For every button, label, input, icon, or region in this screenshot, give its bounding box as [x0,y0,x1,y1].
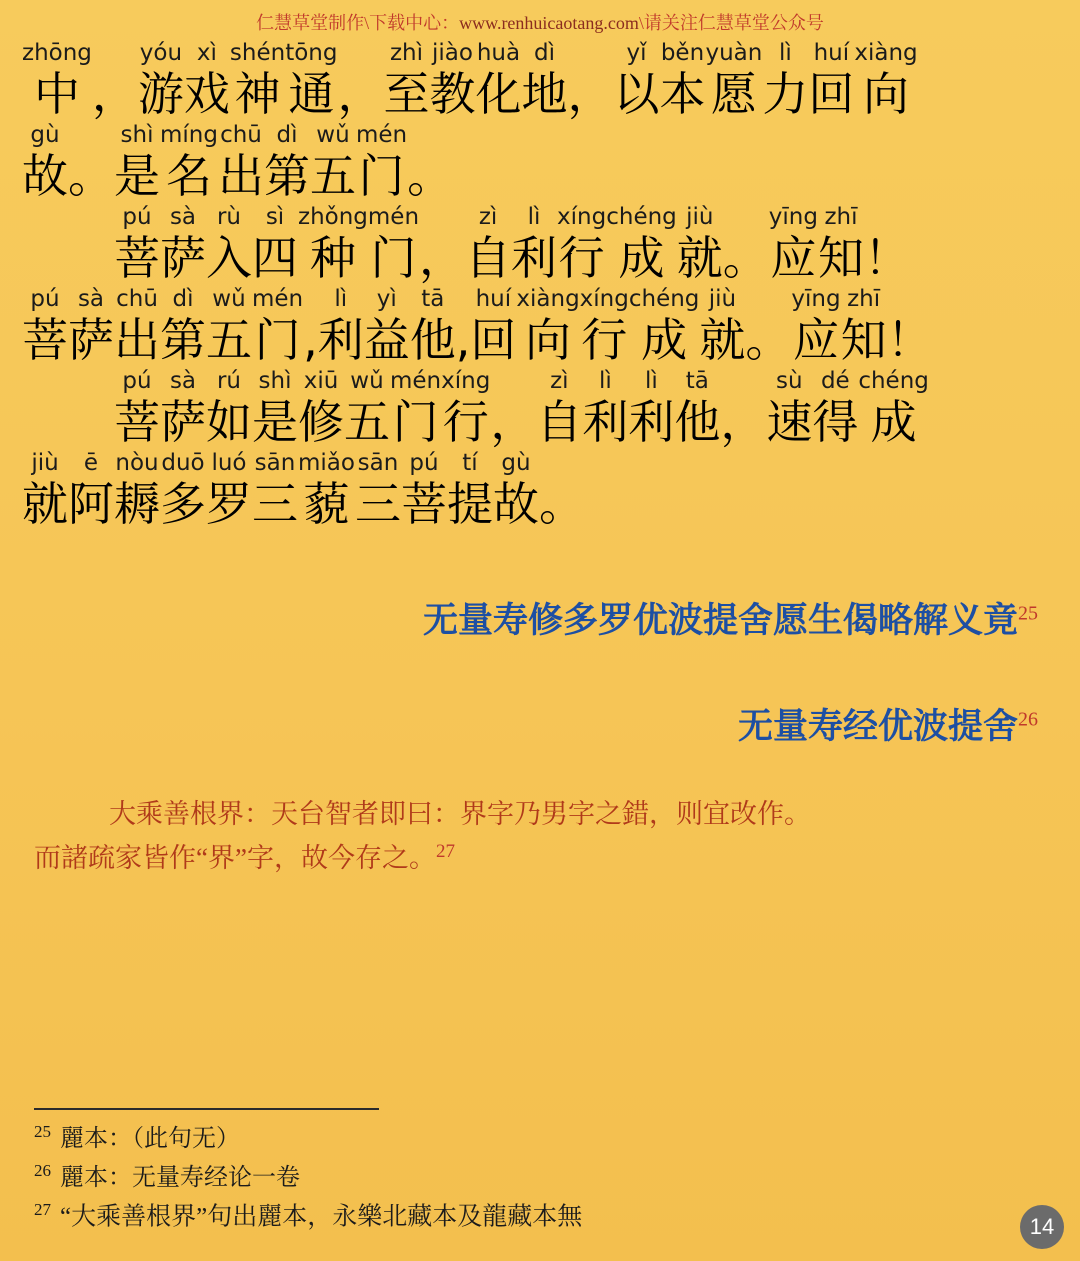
sutra-char-cell [490,367,536,449]
pinyin-text: shén [229,40,286,66]
hanzi-text: 回 [808,67,855,121]
sutra-char-cell [337,39,383,121]
pinyin-text: nòu [115,450,159,476]
pinyin-text: běn [660,40,705,66]
pinyin-text: yóu [139,40,183,66]
hanzi-text: 速 [766,395,813,449]
pinyin-text: xì [196,40,217,66]
hanzi-text: 本 [659,67,706,121]
hanzi-text: ， [419,231,466,285]
pinyin-text: wǔ [212,286,246,312]
sutra-line [14,449,1066,531]
sutra-char-cell [285,39,337,121]
hanzi-text: 萨 [68,313,114,367]
hanzi-text: 至 [383,67,430,121]
hanzi-text: 知 [840,313,887,367]
hanzi-text: 行 [558,231,605,285]
sutra-char-cell [383,39,429,121]
sutra-char-cell [160,367,206,449]
sutra-char-cell [298,203,368,285]
sutra-char-cell [557,203,606,285]
pinyin-text: yīng [791,286,841,312]
sutra-char-cell [475,39,521,121]
pinyin-text: sān [254,450,296,476]
hanzi-text: 三 [252,477,298,531]
sutra-char-cell [864,203,910,285]
pinyin-text: yǐ [626,40,647,66]
sutra-char-cell [854,39,917,121]
hanzi-text: 利 [511,231,558,285]
hanzi-text: 成 [870,395,917,449]
pinyin-text: jiù [31,450,59,476]
hanzi-text: 出 [114,313,160,367]
sutra-char-cell [230,39,285,121]
sutra-char-cell [841,285,887,367]
hanzi-text: 益 [363,313,410,367]
hanzi-text: ！ [886,313,933,367]
hanzi-text: 通 [288,67,335,121]
hanzi-text: 利 [582,395,629,449]
sutra-char-cell [447,449,493,531]
pinyin-text: zhǒng [298,204,368,230]
pinyin-text: dì [276,122,298,148]
sutra-char-cell [493,449,539,531]
hanzi-text: 。 [538,477,585,531]
sutra-char-cell [160,121,218,203]
hanzi-text: 修 [298,395,344,449]
hanzi-text: 地 [521,67,568,121]
hanzi-text: 行 [581,313,628,367]
sutra-char-cell [567,39,613,121]
sutra-char-cell [582,367,628,449]
hanzi-text: 是 [114,149,160,203]
sutra-line [14,203,1066,285]
sutra-char-cell [812,367,858,449]
sutra-char-cell [184,39,230,121]
hanzi-text: 行 [442,395,489,449]
pinyin-text: sān [357,450,399,476]
sutra-char-cell [419,203,465,285]
header-url: www.renhuicaotang.com [459,13,639,33]
hanzi-text: 他 [674,395,721,449]
sutra-char-cell [762,39,808,121]
hanzi-text: 就 [699,313,746,367]
sutra-char-cell [429,39,475,121]
hanzi-text: 四 [252,231,298,285]
hanzi-text: 第 [160,313,206,367]
sutra-char-cell [22,39,92,121]
footnote-divider [34,1108,379,1110]
sutra-char-cell [766,367,812,449]
sutra-char-cell [68,449,114,531]
sutra-char-cell [720,367,766,449]
page-header [0,0,1080,35]
sutra-char-cell [206,285,252,367]
sutra-char-cell [410,285,456,367]
sutra-line [14,39,1066,121]
sutra-char-cell [723,203,769,285]
hanzi-text: 萨 [160,395,206,449]
sutra-char-cell [160,285,206,367]
sutra-char-cell [390,367,441,449]
sutra-char-cell [160,449,206,531]
pinyin-text: wǔ [316,122,350,148]
sutra-char-cell [580,285,629,367]
hanzi-text: 知 [817,231,864,285]
sutra-body [0,35,1080,531]
sutra-char-cell [613,39,659,121]
sutra-char-cell [699,285,745,367]
pinyin-text: xíng [579,286,629,312]
footnote-item [34,1119,1034,1158]
footnote-text: 麗本：无量寿经论一卷 [60,1164,300,1191]
hanzi-text: 入 [206,231,252,285]
sutra-char-cell [298,367,344,449]
pinyin-text: pú [409,450,439,476]
sutra-char-cell [364,285,410,367]
hanzi-text: 阿 [68,477,114,531]
hanzi-text: 门 [370,231,417,285]
footnote-marker-25: 25 [1018,602,1038,625]
sutra-char-cell [206,367,252,449]
sutra-char-cell [536,367,582,449]
pinyin-text: luó [211,450,247,476]
hanzi-text: ， [490,395,537,449]
blue-title-1 [0,593,1080,643]
hanzi-text: 游 [137,67,184,121]
hanzi-text: 种 [309,231,356,285]
pinyin-text: zhī [824,204,858,230]
hanzi-text: 藐 [303,477,350,531]
commentary-line-2-text: 而諸疏家皆作“界”字，故今存之。 [34,842,436,873]
hanzi-text: 。 [68,149,114,203]
hanzi-text: 如 [206,395,252,449]
pinyin-text: mén [252,286,304,312]
pinyin-text: dì [172,286,194,312]
footnote-number: 25 [34,1121,51,1141]
sutra-char-cell [705,39,762,121]
pinyin-text: huà [476,40,521,66]
pinyin-text: shì [120,122,154,148]
pinyin-text: tā [421,286,445,312]
pinyin-text: xíng [441,368,491,394]
footnote-text: 麗本：（此句无） [60,1125,240,1152]
sutra-char-cell [401,449,447,531]
sutra-char-cell [677,203,723,285]
pinyin-text: mén [355,122,408,148]
pinyin-text: yì [376,286,397,312]
sutra-char-cell [521,39,567,121]
sutra-char-cell [114,121,160,203]
sutra-char-cell [138,39,184,121]
hanzi-text: 以 [613,67,660,121]
pinyin-text: sì [265,204,285,230]
sutra-char-cell [252,449,298,531]
sutra-char-cell [206,449,252,531]
sutra-line [14,367,1066,449]
hanzi-text: 就 [676,231,723,285]
sutra-char-cell [68,285,114,367]
hanzi-text: 耨 [114,477,160,531]
hanzi-text: 他 [409,313,456,367]
sutra-char-cell [114,449,160,531]
pinyin-text: shì [258,368,292,394]
pinyin-text: huí [475,286,512,312]
pinyin-text: zhī [847,286,881,312]
hanzi-text: 门 [392,395,439,449]
sutra-char-cell [539,449,585,531]
sutra-char-cell [318,285,364,367]
footnote-item [34,1197,1034,1237]
hanzi-text: ， [91,67,138,121]
sutra-char-cell [769,203,818,285]
sutra-char-cell [68,121,114,203]
hanzi-text: 中 [33,67,80,121]
hanzi-text: 第 [263,149,310,203]
sutra-char-cell [674,367,720,449]
pinyin-text: pú [30,286,60,312]
hanzi-text: 。 [722,231,769,285]
hanzi-text: 向 [863,67,909,121]
sutra-char-cell [264,121,310,203]
pinyin-text: huí [813,40,850,66]
hanzi-text: 利 [317,313,364,367]
footnote-number: 26 [34,1160,51,1180]
pinyin-text: tí [462,450,478,476]
hanzi-text: 故 [22,149,68,203]
hanzi-text: ， [337,67,384,121]
hanzi-text: ， [567,67,614,121]
pinyin-text: zì [478,204,498,230]
pinyin-text: lì [778,40,792,66]
hanzi-text: 。 [745,313,792,367]
sutra-char-cell [745,285,791,367]
pinyin-text: xiū [303,368,339,394]
sutra-char-cell [218,121,264,203]
pinyin-text: yīng [768,204,818,230]
sutra-line [14,285,1066,367]
sutra-char-cell [252,367,298,449]
pinyin-text: chéng [858,368,929,394]
pinyin-text: chéng [628,286,700,312]
pinyin-text: chéng [606,204,677,230]
hanzi-text: 神 [234,67,281,121]
sutra-char-cell [511,203,557,285]
hanzi-text: 罗 [206,477,252,531]
pinyin-text: chū [220,122,262,148]
pinyin-text: pú [122,204,152,230]
pinyin-text: dì [533,40,555,66]
pinyin-text: sà [169,204,197,230]
pinyin-text: jiù [708,286,737,312]
sutra-char-cell [629,285,700,367]
hanzi-text: 提 [446,477,493,531]
hanzi-text: , [303,313,318,367]
pinyin-text: xiàng [854,40,918,66]
footnote-marker-26: 26 [1018,708,1038,731]
pinyin-text: jiù [686,204,714,230]
hanzi-text: 应 [770,231,817,285]
sutra-char-cell [22,121,68,203]
sutra-char-cell [858,367,929,449]
pinyin-text: rù [216,204,242,230]
sutra-char-cell [470,285,516,367]
sutra-char-cell [356,121,407,203]
footnote-marker-27: 27 [435,840,455,862]
sutra-char-cell [114,367,160,449]
sutra-char-cell [344,367,390,449]
header-suffix: \请关注仁慧草堂公众号 [638,13,824,33]
hanzi-text: 力 [762,67,809,121]
pinyin-text: lì [334,286,348,312]
sutra-char-cell [818,203,864,285]
sutra-char-cell [368,203,419,285]
hanzi-text: 是 [252,395,298,449]
hanzi-text: 菩 [114,395,160,449]
header-prefix: 仁慧草堂制作\下载中心： [256,13,460,33]
hanzi-text: , [455,313,471,367]
sutra-char-cell [791,285,840,367]
pinyin-text: gù [30,122,60,148]
footnote-text: “大乘善根界”句出麗本，永樂北藏本及龍藏本無 [60,1203,583,1231]
footnote-item [34,1158,1034,1197]
hanzi-text: 三 [354,477,401,531]
hanzi-text: 教 [429,67,476,121]
pinyin-text: xiàng [516,286,580,312]
sutra-line [14,121,1066,203]
hanzi-text: 得 [812,395,859,449]
pinyin-text: sà [77,286,105,312]
sutra-char-cell [465,203,511,285]
sutra-char-cell [310,121,356,203]
sutra-char-cell [355,449,401,531]
pinyin-text: rú [216,368,242,394]
pinyin-text: sù [776,368,803,394]
hanzi-text: 戏 [183,67,230,121]
hanzi-text: ， [720,395,767,449]
hanzi-text: 五 [309,149,356,203]
hanzi-text: 出 [217,149,264,203]
blue-title-1-text: 无量寿修多罗优波提舍愿生偈略解义竟 [422,601,1018,640]
hanzi-text: 成 [618,231,665,285]
hanzi-text: 五 [344,395,390,449]
hanzi-text: 菩 [114,231,160,285]
sutra-char-cell [114,285,160,367]
hanzi-text: 菩 [22,313,68,367]
pinyin-text: pú [122,368,152,394]
pinyin-text: xíng [557,204,607,230]
sutra-char-cell [659,39,705,121]
pinyin-text: tōng [285,40,338,66]
pinyin-text: duō [161,450,205,476]
pinyin-text: lì [527,204,541,230]
hanzi-text: ！ [863,231,910,285]
sutra-char-cell [628,367,674,449]
hanzi-text: 利 [628,395,675,449]
hanzi-text: 菩 [400,477,447,531]
commentary-block [0,793,1080,880]
sutra-char-cell [441,367,490,449]
sutra-char-cell [252,203,298,285]
sutra-char-cell [298,449,355,531]
pinyin-text: gù [501,450,531,476]
pinyin-text: chū [116,286,158,312]
footnote-number: 27 [34,1199,51,1219]
sutra-char-cell [206,203,252,285]
hanzi-text: 就 [22,477,68,531]
hanzi-text: 门 [358,149,405,203]
hanzi-text: 名 [165,149,212,203]
sutra-char-cell [808,39,854,121]
hanzi-text: 自 [536,395,583,449]
pinyin-text: zhì [389,40,423,66]
page-number-badge: 14 [1020,1205,1064,1249]
pinyin-text: wǔ [350,368,384,394]
hanzi-text: 多 [160,477,206,531]
hanzi-text: 化 [475,67,522,121]
pinyin-text: mén [390,368,442,394]
sutra-char-cell [160,203,206,285]
pinyin-text: sà [169,368,197,394]
sutra-char-cell [456,285,471,367]
sutra-char-cell [92,39,138,121]
hanzi-text: 。 [407,149,454,203]
footnote-area [34,1108,1034,1237]
hanzi-text: 萨 [160,231,206,285]
sutra-char-cell [516,285,579,367]
commentary-line-1: 大乘善根界：天台智者即曰：界字乃男字之錯，则宜改作。 [109,799,811,829]
pinyin-text: tā [685,368,709,394]
sutra-char-cell [114,203,160,285]
pinyin-text: dé [820,368,850,394]
pinyin-text: míng [160,122,218,148]
hanzi-text: 向 [525,313,572,367]
pinyin-text: jiào [432,40,473,66]
sutra-char-cell [407,121,453,203]
hanzi-text: 回 [470,313,517,367]
pinyin-text: mén [367,204,420,230]
hanzi-text: 成 [641,313,688,367]
sutra-char-cell [22,449,68,531]
hanzi-text: 五 [206,313,252,367]
sutra-char-cell [22,285,68,367]
blue-title-2 [0,699,1080,749]
commentary-line-2 [34,837,1050,881]
hanzi-text: 应 [793,313,840,367]
sutra-char-cell [252,285,303,367]
pinyin-text: ē [83,450,99,476]
hanzi-text: 故 [492,477,539,531]
sutra-char-cell [887,285,933,367]
pinyin-text: miǎo [298,450,355,476]
pinyin-text: yuàn [705,40,763,66]
hanzi-text: 愿 [710,67,757,121]
pinyin-text: zì [550,368,569,394]
hanzi-text: 自 [465,231,512,285]
sutra-char-cell [606,203,677,285]
blue-title-2-text: 无量寿经优波提舍 [737,707,1018,746]
sutra-char-cell [303,285,318,367]
pinyin-text: zhōng [22,40,92,66]
hanzi-text: 门 [254,313,301,367]
pinyin-text: lì [598,368,612,394]
pinyin-text: lì [644,368,658,394]
